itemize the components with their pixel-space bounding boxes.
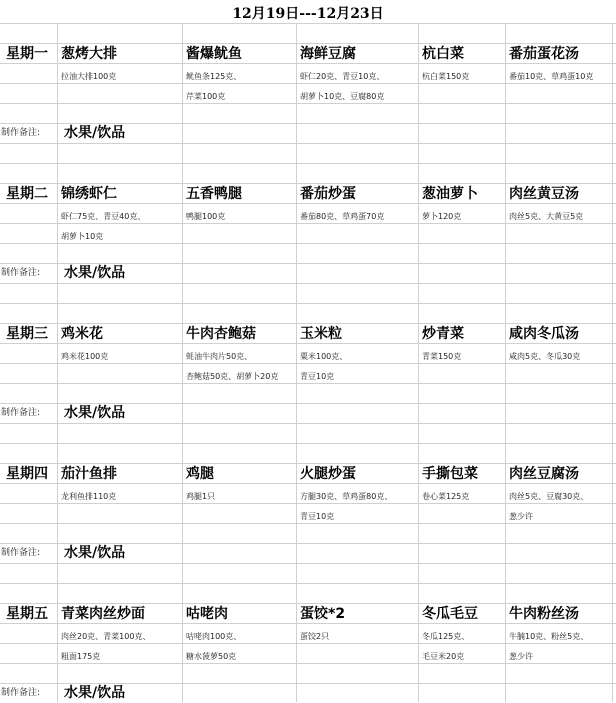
grid-row-line bbox=[0, 423, 616, 424]
production-note-label: 制作备注: bbox=[1, 268, 41, 278]
dish-ingredients: 胡萝卜10克、豆腐80克 bbox=[300, 92, 385, 101]
dish-ingredients: 蚝油牛肉片50克、 bbox=[186, 352, 253, 361]
grid-row-line bbox=[0, 303, 616, 304]
dish-name: 番茄蛋花汤 bbox=[509, 46, 579, 62]
dish-name: 葱烤大排 bbox=[61, 46, 117, 62]
production-note-value: 水果/饮品 bbox=[64, 125, 126, 141]
dish-ingredients: 杭白菜150克 bbox=[422, 72, 470, 81]
dish-ingredients: 芹菜100克 bbox=[186, 92, 226, 101]
day-label: 星期二 bbox=[6, 186, 48, 202]
grid-row-line bbox=[0, 23, 616, 24]
dish-name: 番茄炒蛋 bbox=[300, 186, 356, 202]
grid-column-line bbox=[182, 23, 183, 702]
day-label: 星期一 bbox=[6, 46, 48, 62]
dish-name: 酱爆鱿鱼 bbox=[186, 46, 242, 62]
dish-ingredients: 葱少许 bbox=[509, 652, 533, 661]
grid-row-line bbox=[0, 583, 616, 584]
dish-name: 手撕包菜 bbox=[422, 466, 478, 482]
production-note-label: 制作备注: bbox=[1, 548, 41, 558]
dish-ingredients: 卷心菜125克 bbox=[422, 492, 470, 501]
dish-name: 牛肉杏鲍菇 bbox=[186, 326, 256, 342]
production-note-value: 水果/饮品 bbox=[64, 685, 126, 701]
grid-row-line bbox=[0, 563, 616, 564]
dish-ingredients: 葱少许 bbox=[509, 512, 533, 521]
dish-name: 青菜肉丝炒面 bbox=[61, 606, 145, 622]
dish-name: 肉丝黄豆汤 bbox=[509, 186, 579, 202]
dish-name: 锦绣虾仁 bbox=[61, 186, 117, 202]
dish-ingredients: 粟米100克、 bbox=[300, 352, 348, 361]
grid-column-line bbox=[296, 23, 297, 702]
grid-column-line bbox=[418, 23, 419, 702]
production-note-value: 水果/饮品 bbox=[64, 405, 126, 421]
dish-ingredients: 糖水菠萝50克 bbox=[186, 652, 237, 661]
dish-name: 肉丝豆腐汤 bbox=[509, 466, 579, 482]
day-label: 星期三 bbox=[6, 326, 48, 342]
day-label: 星期四 bbox=[6, 466, 48, 482]
grid-row-line bbox=[0, 283, 616, 284]
dish-name: 咕咾肉 bbox=[186, 606, 228, 622]
grid-row-line bbox=[0, 163, 616, 164]
dish-name: 火腿炒蛋 bbox=[300, 466, 356, 482]
production-note-label: 制作备注: bbox=[1, 408, 41, 418]
dish-ingredients: 肉丝20克、青菜100克、 bbox=[61, 632, 151, 641]
dish-ingredients: 粗面175克 bbox=[61, 652, 101, 661]
dish-ingredients: 胡萝卜10克 bbox=[61, 232, 104, 241]
grid-row-line bbox=[0, 143, 616, 144]
dish-ingredients: 番茄80克、草鸡蛋70克 bbox=[300, 212, 385, 221]
dish-name: 葱油萝卜 bbox=[422, 186, 478, 202]
dish-ingredients: 虾仁20克、青豆10克、 bbox=[300, 72, 385, 81]
dish-ingredients: 冬瓜125克、 bbox=[422, 632, 470, 641]
dish-name: 茄汁鱼排 bbox=[61, 466, 117, 482]
dish-ingredients: 青豆10克 bbox=[300, 512, 335, 521]
production-note-value: 水果/饮品 bbox=[64, 265, 126, 281]
dish-ingredients: 番茄10克、草鸡蛋10克 bbox=[509, 72, 594, 81]
dish-ingredients: 拉油大排100克 bbox=[61, 72, 117, 81]
grid-column-line bbox=[57, 23, 58, 702]
dish-ingredients: 毛豆米20克 bbox=[422, 652, 465, 661]
grid-column-line bbox=[505, 23, 506, 702]
dish-name: 鸡米花 bbox=[61, 326, 103, 342]
dish-ingredients: 青豆10克 bbox=[300, 372, 335, 381]
dish-name: 鸡腿 bbox=[186, 466, 214, 482]
dish-ingredients: 虾仁75克、青豆40克、 bbox=[61, 212, 146, 221]
dish-ingredients: 杏鲍菇50克、胡萝卜20克 bbox=[186, 372, 279, 381]
dish-ingredients: 方腿30克、草鸡蛋80克、 bbox=[300, 492, 393, 501]
dish-ingredients: 肉丝5克、大黄豆5克 bbox=[509, 212, 584, 221]
dish-ingredients: 青菜150克 bbox=[422, 352, 462, 361]
production-note-label: 制作备注: bbox=[1, 128, 41, 138]
dish-name: 蛋饺*2 bbox=[300, 606, 346, 622]
dish-ingredients: 鱿鱼条125克、 bbox=[186, 72, 242, 81]
production-note-label: 制作备注: bbox=[1, 688, 41, 698]
week-title: 12月19日---12月23日 bbox=[232, 6, 384, 22]
dish-ingredients: 咸肉5克、冬瓜30克 bbox=[509, 352, 581, 361]
production-note-value: 水果/饮品 bbox=[64, 545, 126, 561]
dish-ingredients: 鸡腿1只 bbox=[186, 492, 216, 501]
dish-name: 冬瓜毛豆 bbox=[422, 606, 478, 622]
dish-name: 海鲜豆腐 bbox=[300, 46, 356, 62]
dish-ingredients: 牛腩10克、粉丝5克、 bbox=[509, 632, 589, 641]
dish-name: 牛肉粉丝汤 bbox=[509, 606, 579, 622]
dish-ingredients: 肉丝5克、豆腐30克、 bbox=[509, 492, 589, 501]
day-label: 星期五 bbox=[6, 606, 48, 622]
dish-ingredients: 龙利鱼排110克 bbox=[61, 492, 117, 501]
grid-row-line bbox=[0, 443, 616, 444]
dish-ingredients: 鸡米花100克 bbox=[61, 352, 109, 361]
dish-name: 五香鸭腿 bbox=[186, 186, 242, 202]
dish-ingredients: 鸭腿100克 bbox=[186, 212, 226, 221]
dish-name: 咸肉冬瓜汤 bbox=[509, 326, 579, 342]
dish-name: 玉米粒 bbox=[300, 326, 342, 342]
dish-ingredients: 蛋饺2只 bbox=[300, 632, 330, 641]
dish-name: 杭白菜 bbox=[422, 46, 464, 62]
dish-name: 炒青菜 bbox=[422, 326, 464, 342]
dish-ingredients: 咕咾肉100克、 bbox=[186, 632, 242, 641]
dish-ingredients: 萝卜120克 bbox=[422, 212, 462, 221]
